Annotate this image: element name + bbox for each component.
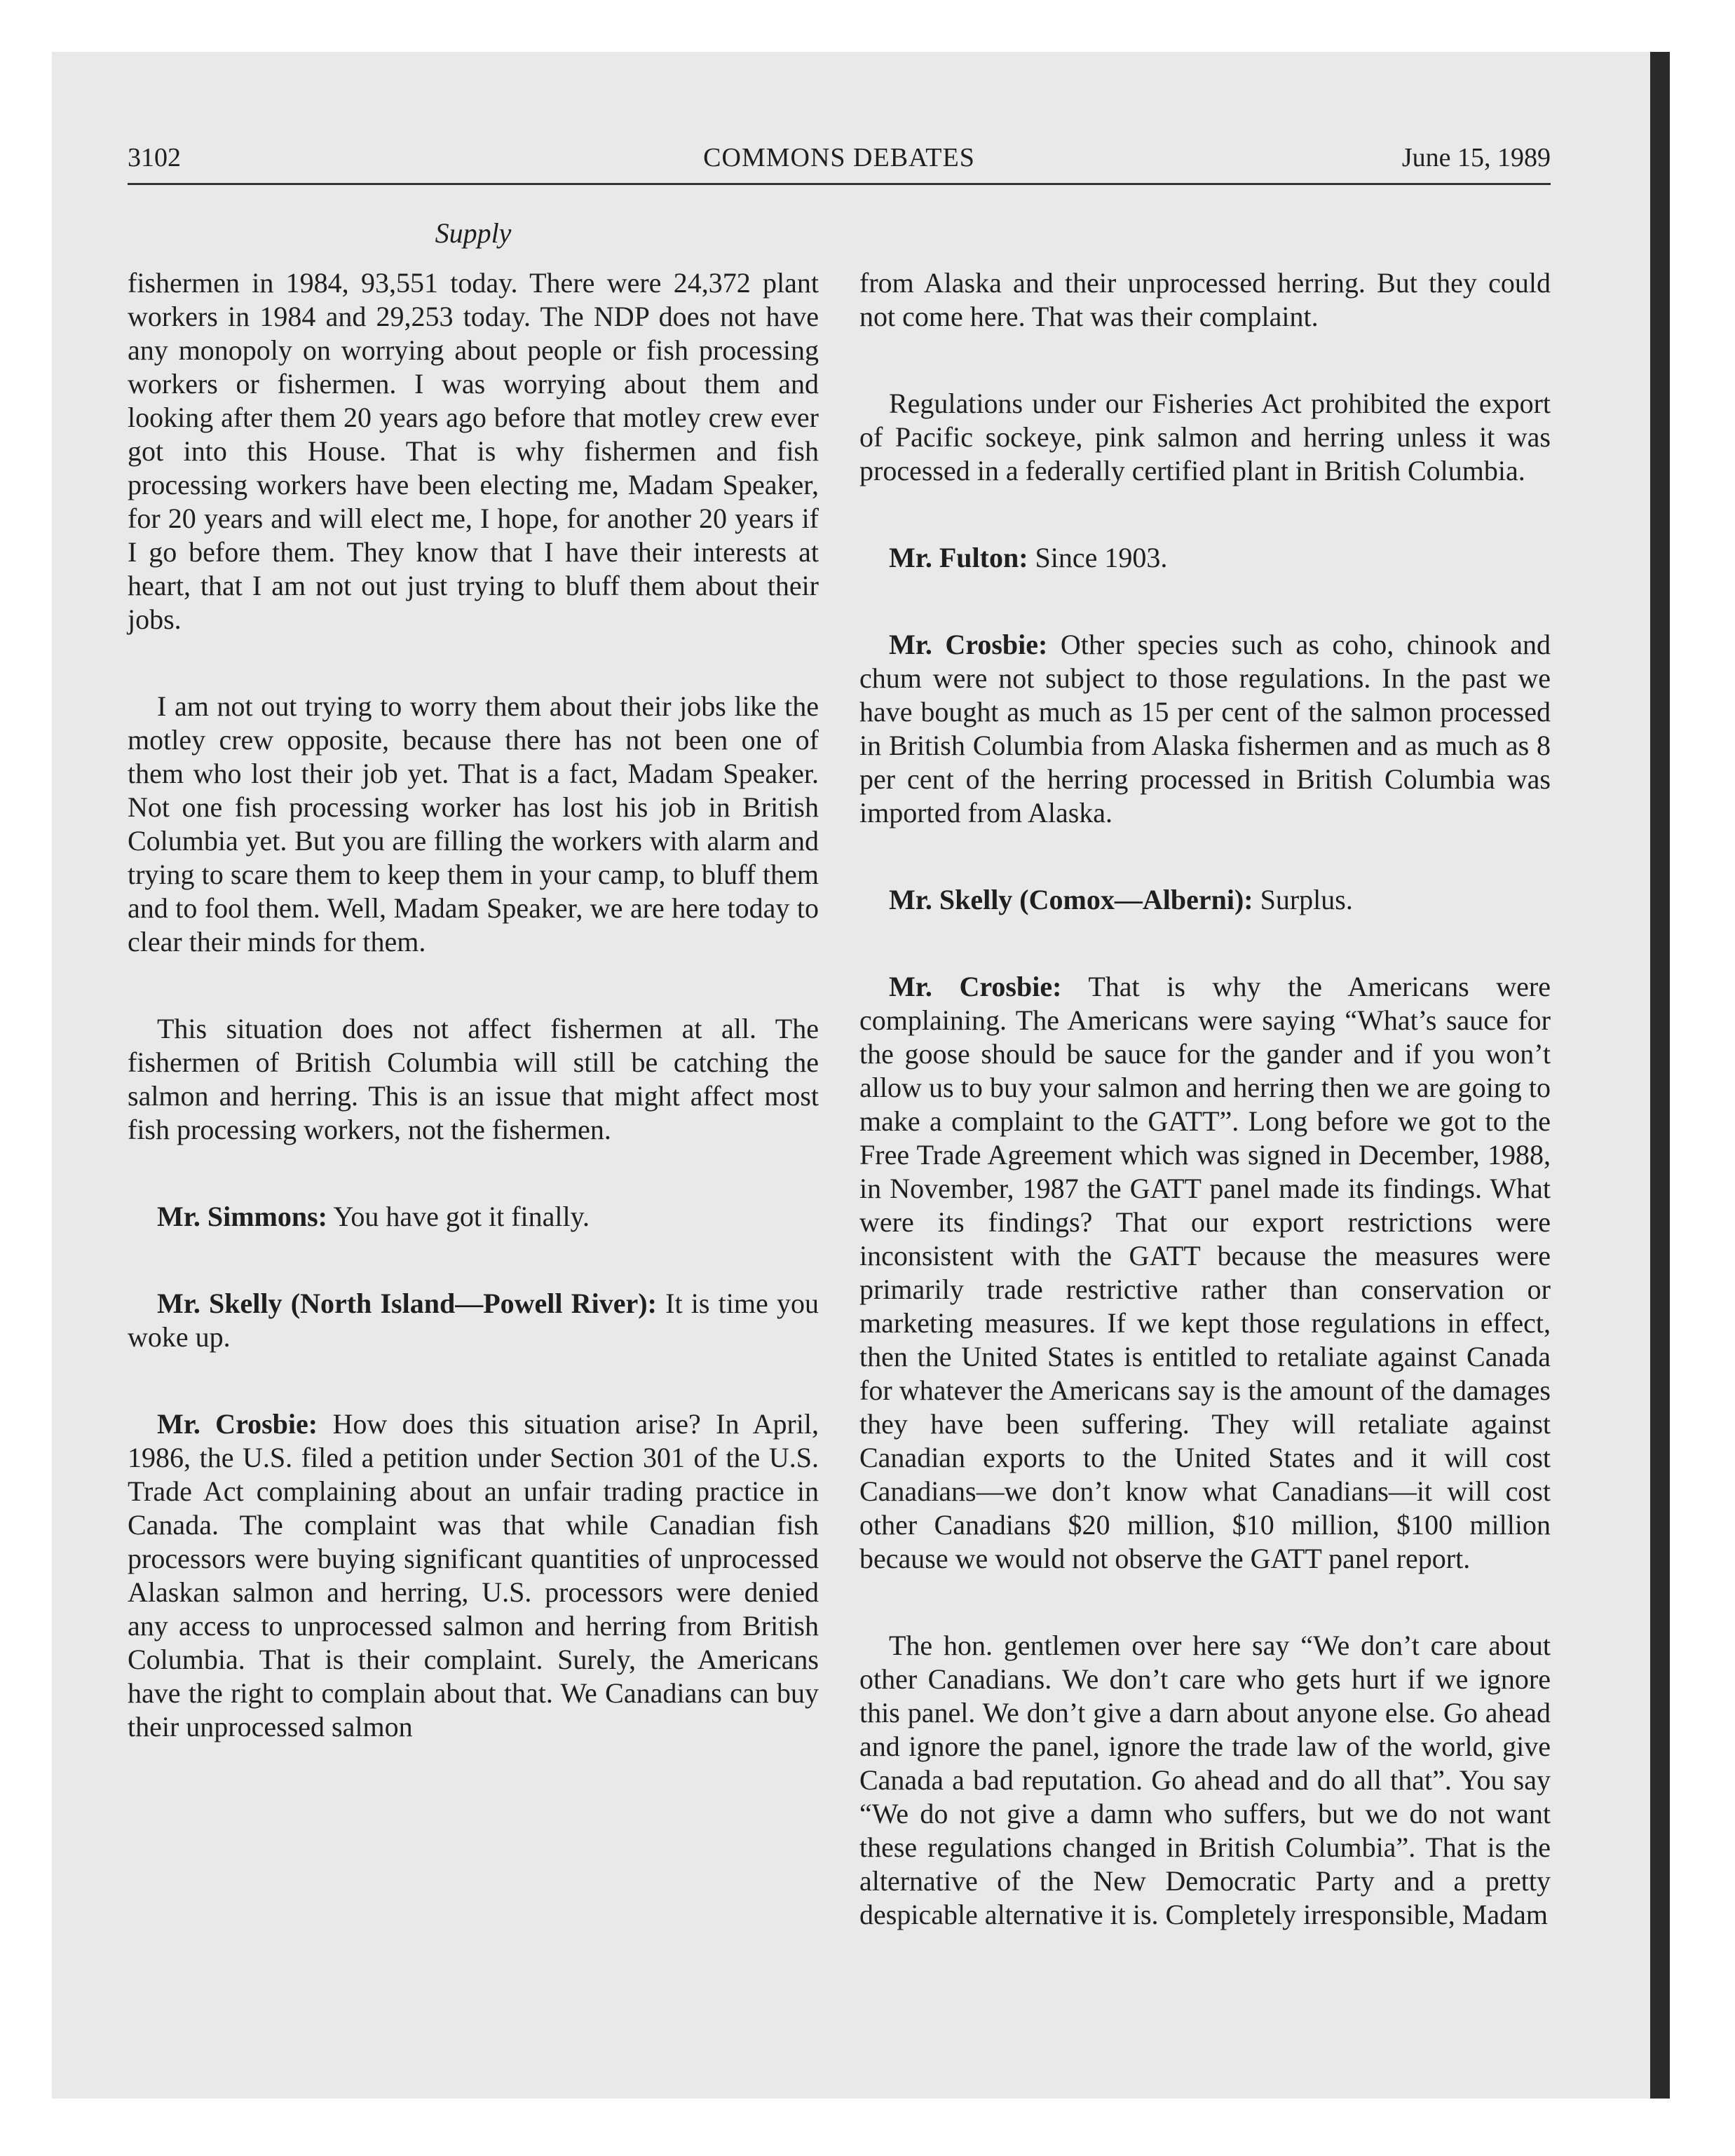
issue-date: June 15, 1989	[1401, 143, 1551, 172]
paragraph	[859, 628, 1551, 830]
paragraph-text: That is why the Americans were complaining. The Americans were saying “What’s sauce for the goose should be sauce for the gander and if you won’t allow us to buy your salmon and herring then we are going to make a complaint to the GATT”. Long before we got to the Free Trade Agreement which was signed in December, 1988, in November, 1987 the GATT panel made its findings. What were its findings? That our export restrictions were inconsistent with the GATT because the measures were primarily trade restrictive rather than conservation or marketing measures. If we kept those regulations in effect, then the United States is entitled to retaliate against Canada for whatever the Americans say is the amount of the damages they have been suffering. They will retaliate against Canadian exports to the United States and it will cost Canadians—we don’t know what Canadians—it will cost other Canadians $20 million, $10 million, $100 million because we would not observe the GATT panel report.	[859, 971, 1551, 1574]
paragraph-text: You have got it finally.	[333, 1201, 590, 1232]
paragraph	[128, 690, 819, 959]
paragraph	[859, 883, 1551, 917]
right-column	[859, 266, 1551, 1985]
paragraph	[859, 266, 1551, 334]
paragraph-text: Other species such as coho, chinook and chum were not subject to those regulations. In the past we have bought as much as 15 per cent of the salmon processed in British Columbia from Alaska fishermen and as much as 8 per cent of the herring processed in British Columbia was imported from Alaska.	[859, 629, 1551, 828]
page-header	[128, 137, 1551, 179]
paragraph-text: This situation does not affect fishermen at all. The fishermen of British Columbia will still be catching the salmon and herring. This is an issue that might affect most fish processing workers, not the fishermen.	[128, 1013, 819, 1145]
speaker-name: Mr. Skelly (North Island—Powell River):	[157, 1288, 657, 1319]
speaker-name: Mr. Skelly (Comox—Alberni):	[889, 884, 1253, 915]
paragraph	[128, 1287, 819, 1354]
speaker-name: Mr. Crosbie:	[889, 971, 1062, 1002]
paragraph	[128, 1200, 819, 1234]
speaker-name: Mr. Simmons:	[157, 1201, 327, 1232]
paragraph-text: Since 1903.	[1035, 542, 1168, 573]
paragraph-text: It is time you woke up.	[128, 1288, 819, 1353]
section-title: Supply	[435, 217, 512, 249]
paragraph-text: Regulations under our Fisheries Act prohibited the export of Pacific sockeye, pink salmon and herring unless it was processed in a federally certified plant in British Columbia.	[859, 388, 1551, 486]
paragraph	[859, 387, 1551, 488]
paragraph-text: Surplus.	[1260, 884, 1353, 915]
journal-title: COMMONS DEBATES	[703, 143, 975, 172]
paragraph	[128, 266, 819, 636]
speaker-name: Mr. Crosbie:	[157, 1408, 318, 1440]
scan-edge-shadow	[1650, 52, 1670, 2099]
paragraph-text: fishermen in 1984, 93,551 today. There were 24,372 plant workers in 1984 and 29,253 today. The NDP does not have any monopoly on worrying about people or fish processing workers or fishermen. I was worrying about them and looking after them 20 years ago before that motley crew ever got into this House. That is why fishermen and fish processing workers have been electing me, Madam Speaker, for 20 years and will elect me, I hope, for another 20 years if I go before them. They know that I have their interests at heart, that I am not out just trying to bluff them about their jobs.	[128, 267, 819, 635]
page-number: 3102	[128, 143, 181, 172]
speaker-name: Mr. Crosbie:	[889, 629, 1048, 660]
paragraph-text: from Alaska and their unprocessed herring. But they could not come here. That was their complaint.	[859, 267, 1551, 332]
paragraph	[128, 1407, 819, 1744]
speaker-name: Mr. Fulton:	[889, 542, 1028, 573]
paragraph-text: How does this situation arise? In April, 1986, the U.S. filed a petition under Section 301 of the U.S. Trade Act complaining about an unfair trading practice in Canada. The complaint was that while Canadian fish processors were buying significant quantities of unprocessed Alaskan salmon and herring, U.S. processors were denied any access to unprocessed salmon and herring from British Columbia. That is their complaint. Surely, the Americans have the right to complain about that. We Canadians can buy their unprocessed salmon	[128, 1408, 819, 1742]
left-column	[128, 266, 819, 1797]
paragraph	[859, 970, 1551, 1576]
paragraph	[859, 1629, 1551, 1932]
paragraph	[859, 541, 1551, 575]
paragraph-text: I am not out trying to worry them about their jobs like the motley crew opposite, because there has not been one of them who lost their job yet. That is a fact, Madam Speaker. Not one fish processing worker has lost his job in British Columbia yet. But you are filling the workers with alarm and trying to scare them to keep them in your camp, to bluff them and to fool them. Well, Madam Speaker, we are here today to clear their minds for them.	[128, 690, 819, 957]
paragraph-text: The hon. gentlemen over here say “We don’t care about other Canadians. We don’t care who gets hurt if we ignore this panel. We don’t give a darn about anyone else. Go ahead and ignore the panel, ignore the trade law of the world, give Canada a bad reputation. Go ahead and do all that”. You say “We do not give a damn who suffers, but we do not want these regulations changed in British Columbia”. That is the alternative of the New Democratic Party and a pretty despicable alternative it is. Completely irresponsible, Madam	[859, 1630, 1551, 1930]
header-rule	[128, 183, 1551, 185]
paragraph	[128, 1012, 819, 1147]
